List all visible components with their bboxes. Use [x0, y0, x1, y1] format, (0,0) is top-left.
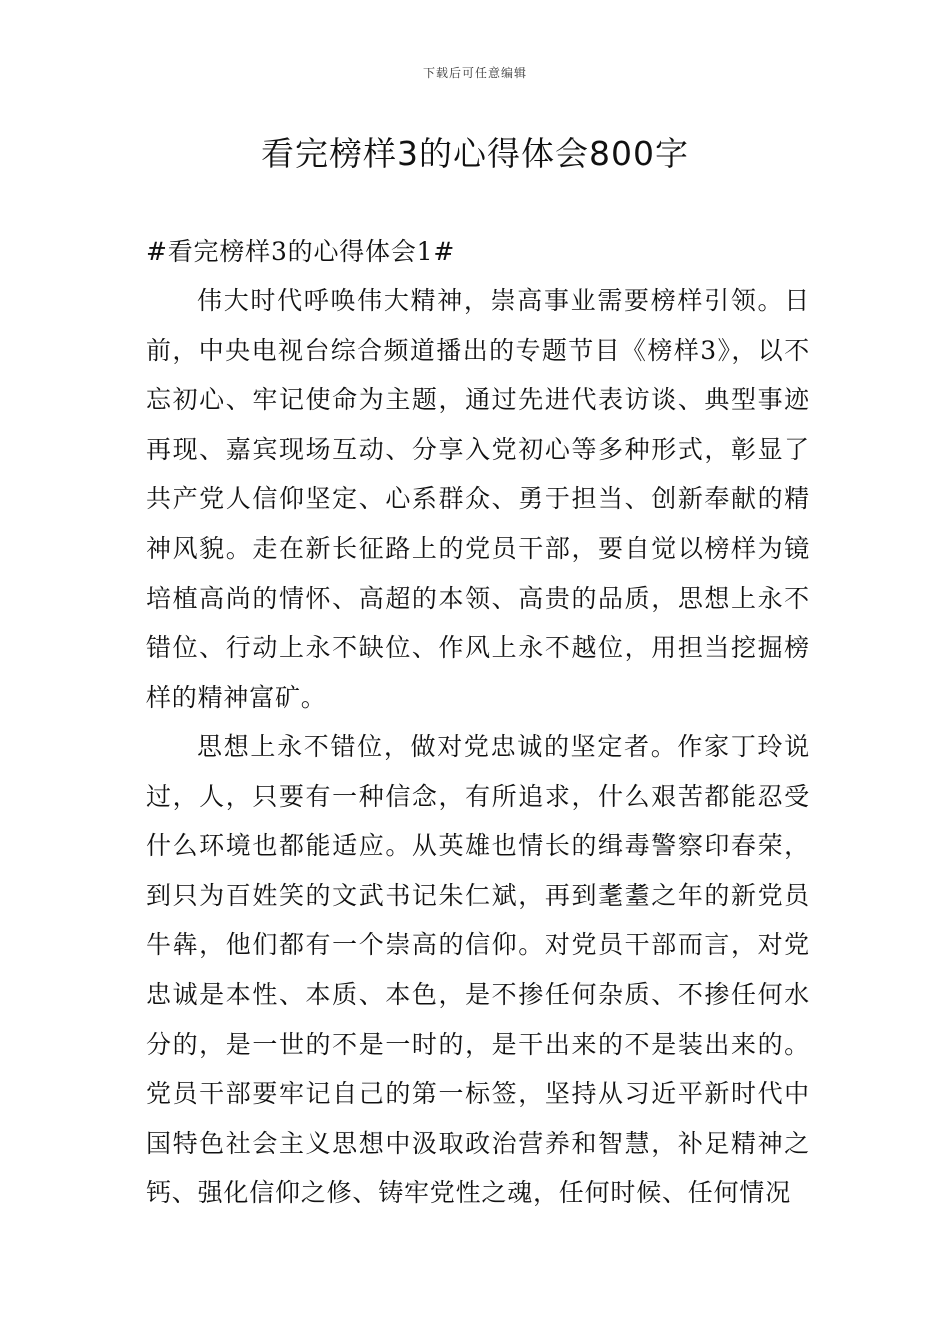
document-title: 看完榜样3的心得体会800字: [261, 134, 689, 173]
header-note: 下载后可任意编辑: [422, 66, 527, 80]
paragraph: 伟大时代呼唤伟大精神，崇高事业需要榜样引领。日前，中央电视台综合频道播出的专题节目《榜样3》，以不忘初心、牢记使命为主题，通过先进代表访谈、典型事迹再现、嘉宾现场互动、分享入党初心等多种形式，彰显了共产党人信仰坚定、心系群众、勇于担当、创新奉献的精神风貌。走在新长征路上的党员干部，要自觉以榜样为镜培植高尚的情怀、高超的本领、高贵的品质，思想上永不错位、行动上永不缺位、作风上永不越位，用担当挖掘榜样的精神富矿。: [146, 286, 810, 712]
section-subheading: #看完榜样3的心得体会1#: [146, 237, 456, 266]
paragraph: 思想上永不错位，做对党忠诚的坚定者。作家丁玲说过，人，只要有一种信念，有所追求，什么艰苦都能忍受什么环境也都能适应。从英雄也情长的缉毒警察印春荣，到只为百姓笑的文武书记朱仁斌，再到耄耋之年的新党员牛犇，他们都有一个崇高的信仰。对党员干部而言，对党忠诚是本性、本质、本色，是不掺任何杂质、不掺任何水分的，是一世的不是一时的，是干出来的不是装出来的。党员干部要牢记自己的第一标签，坚持从习近平新时代中国特色社会主义思想中汲取政治营养和智慧，补足精神之钙、强化信仰之修、铸牢党性之魂，任何时候、任何情况: [146, 732, 810, 1208]
